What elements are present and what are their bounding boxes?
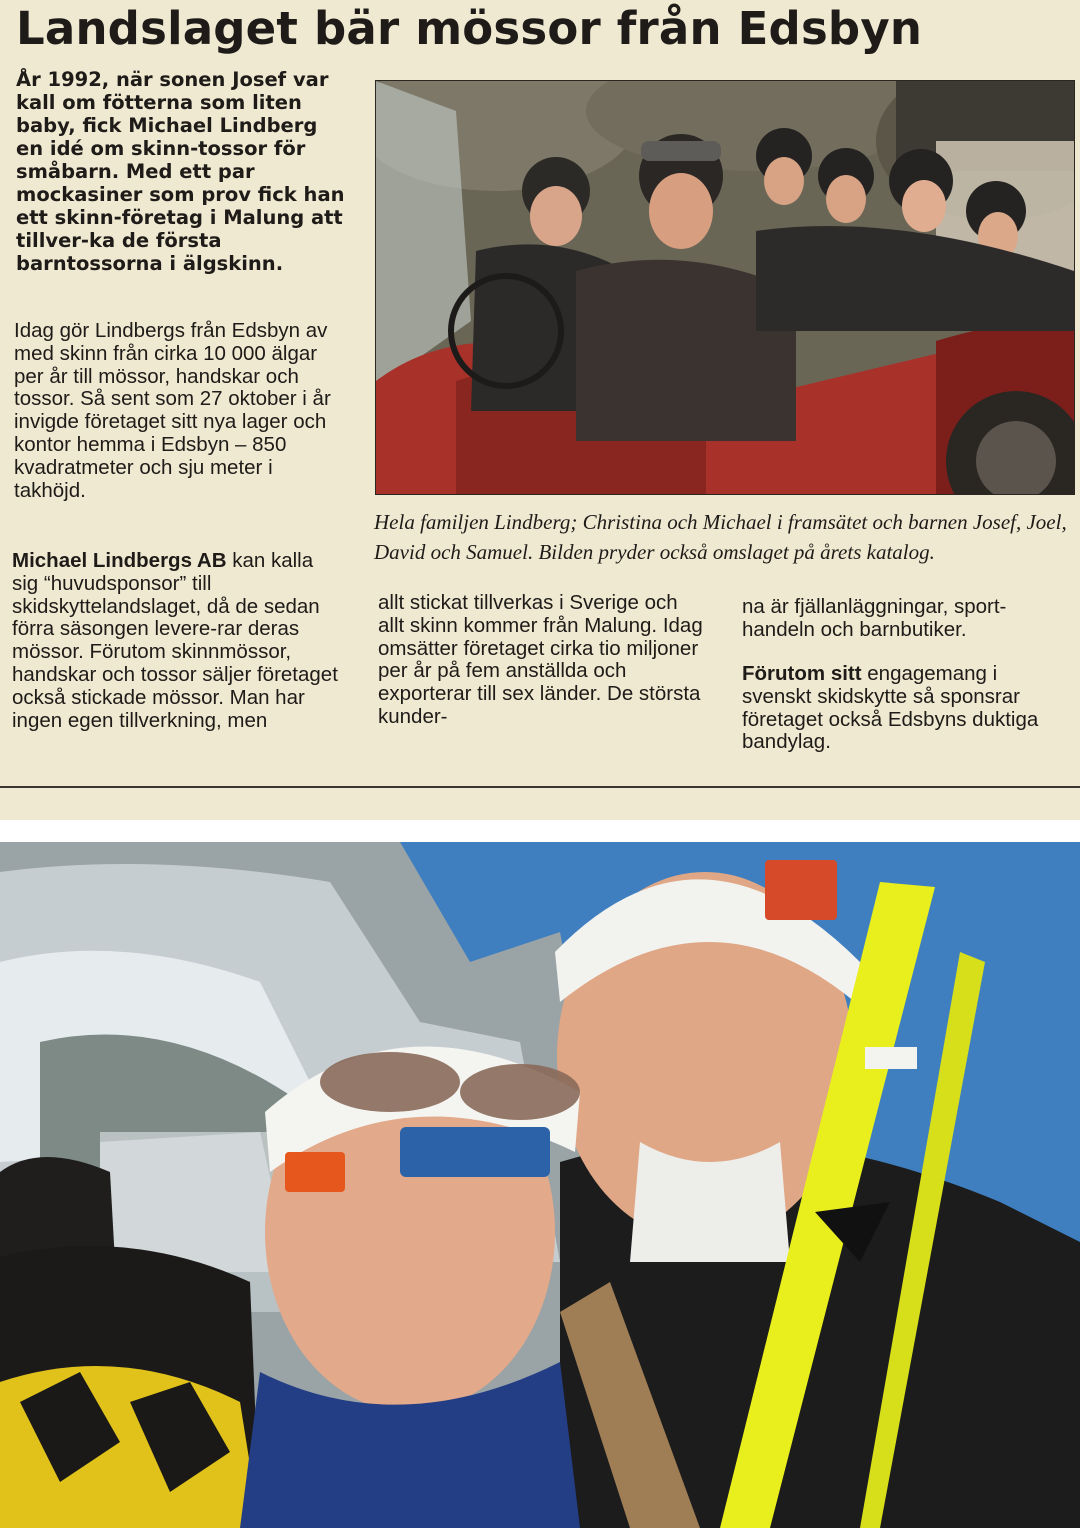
article-paragraph-1: Idag gör Lindbergs från Edsbyn av med skinn från cirka 10 000 älgar per år till mössor, handskar och tossor. Så sent som 27 oktober i år invigde företaget sitt nya lager och kontor hemma i Edsbyn – 850 kvadratmeter och sju meter i takhöjd.: [14, 319, 331, 502]
article-paragraph-5: [742, 663, 1072, 754]
article-lead: År 1992, när sonen Josef var kall om fötterna som liten baby, fick Michael Lindberg en idé om skinn-tossor för småbarn. Med ett par mockasiner som prov fick han ett skinn-företag i Malung att tillver-ka de första barntossorna i älgskinn.: [16, 68, 345, 275]
article-paragraph-3: allt stickat tillverkas i Sverige och allt skinn kommer från Malung. Idag omsätter företaget cirka tio miljoner per år på fem anställda och exporterar till sex länder. De största kunder-: [378, 591, 703, 728]
paragraph-5-lead-in: Förutom sitt: [742, 662, 862, 685]
photo-caption: Hela familjen Lindberg; Christina och Michael i framsätet och barnen Josef, Joel, David och Samuel. Bilden pryder också omslaget på årets katalog.: [374, 510, 1067, 564]
article-paragraph-2: [12, 550, 338, 732]
paragraph-2-text: kan kalla sig “huvudsponsor” till skidskyttelandslaget, då de sedan förra säsongen levere-rar deras mössor. Förutom skinnmössor, handskar och tossor säljer företaget också stickade mössor. Man har ingen egen tillverkning, men: [12, 549, 338, 732]
article-paragraph-4: na är fjällanläggningar, sport-handeln och barnbutiker.: [742, 595, 1007, 641]
paragraph-2-lead-in: Michael Lindbergs AB: [12, 549, 227, 572]
bottom-rule: [0, 786, 1080, 788]
family-car-photo: [375, 80, 1075, 495]
biathlon-photo: [0, 842, 1080, 1528]
paragraph-5-text: engagemang i svenskt skidskytte så sponsrar företaget också Edsbyns duktiga bandylag.: [742, 662, 1039, 754]
article-headline: Landslaget bär mössor från Edsbyn: [16, 2, 923, 55]
